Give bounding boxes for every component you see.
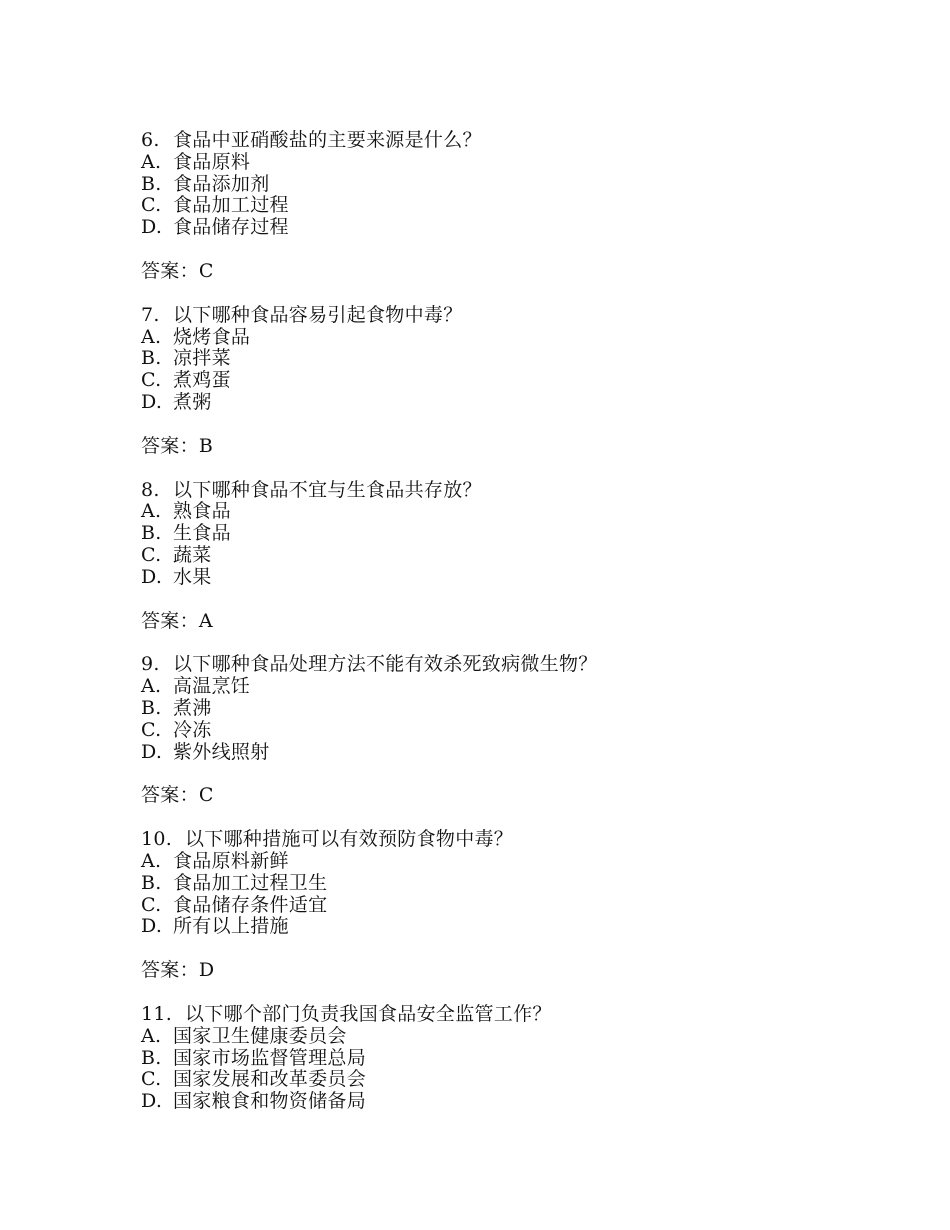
question-block bbox=[141, 130, 901, 283]
option-b bbox=[141, 174, 901, 196]
option-text: 煮鸡蛋 bbox=[173, 369, 231, 392]
option-text: 食品加工过程 bbox=[173, 194, 289, 217]
question-text bbox=[141, 1004, 901, 1026]
question-block bbox=[141, 829, 901, 982]
question-stem: 以下哪种食品处理方法不能有效杀死致病微生物？ bbox=[173, 653, 598, 676]
option-letter: A. bbox=[141, 325, 162, 348]
option-text: 国家卫生健康委员会 bbox=[173, 1024, 347, 1047]
option-text: 国家市场监督管理总局 bbox=[173, 1046, 367, 1069]
option-letter: D. bbox=[141, 216, 163, 239]
option-c bbox=[141, 1069, 901, 1091]
option-c bbox=[141, 720, 901, 742]
option-d bbox=[141, 217, 901, 239]
option-d bbox=[141, 392, 901, 414]
option-letter: D. bbox=[141, 915, 163, 938]
option-text: 煮沸 bbox=[173, 696, 212, 719]
option-b bbox=[141, 523, 901, 545]
option-d bbox=[141, 742, 901, 764]
answer-line: 答案：D bbox=[141, 959, 215, 982]
option-c bbox=[141, 895, 901, 917]
question-stem: 以下哪种食品容易引起食物中毒？ bbox=[173, 303, 463, 326]
option-text: 食品添加剂 bbox=[173, 172, 270, 195]
option-a bbox=[141, 851, 901, 873]
option-text: 食品储存条件适宜 bbox=[173, 893, 328, 916]
option-text: 烧烤食品 bbox=[173, 325, 251, 348]
question-number: 7. bbox=[141, 303, 160, 326]
option-letter: C. bbox=[141, 893, 162, 916]
question-number: 9. bbox=[141, 653, 160, 676]
option-letter: C. bbox=[141, 718, 162, 741]
question-number: 8. bbox=[141, 478, 160, 501]
option-text: 国家粮食和物资储备局 bbox=[173, 1090, 367, 1113]
option-text: 所有以上措施 bbox=[173, 915, 289, 938]
option-b bbox=[141, 698, 901, 720]
option-text: 紫外线照射 bbox=[173, 740, 270, 763]
option-letter: D. bbox=[141, 740, 163, 763]
option-letter: D. bbox=[141, 1090, 163, 1113]
option-a bbox=[141, 676, 901, 698]
answer-line: 答案：B bbox=[141, 434, 214, 457]
question-text bbox=[141, 829, 901, 851]
answer-line: 答案：C bbox=[141, 259, 214, 282]
question-text bbox=[141, 130, 901, 152]
option-text: 国家发展和改革委员会 bbox=[173, 1068, 367, 1091]
option-letter: B. bbox=[141, 871, 162, 894]
question-block bbox=[141, 305, 901, 458]
option-letter: D. bbox=[141, 565, 163, 588]
option-text: 煮粥 bbox=[173, 390, 212, 413]
question-text bbox=[141, 480, 901, 502]
option-letter: C. bbox=[141, 194, 162, 217]
option-b bbox=[141, 873, 901, 895]
option-text: 高温烹饪 bbox=[173, 675, 251, 698]
option-c bbox=[141, 195, 901, 217]
question-number: 10. bbox=[141, 828, 173, 851]
option-letter: A. bbox=[141, 675, 162, 698]
document-page bbox=[141, 130, 901, 1135]
option-letter: A. bbox=[141, 150, 162, 173]
question-stem: 食品中亚硝酸盐的主要来源是什么？ bbox=[173, 129, 482, 151]
option-letter: A. bbox=[141, 849, 162, 872]
question-stem: 以下哪种食品不宜与生食品共存放？ bbox=[173, 478, 482, 501]
question-text bbox=[141, 305, 901, 327]
option-d bbox=[141, 916, 901, 938]
question-stem: 以下哪种措施可以有效预防食物中毒？ bbox=[185, 828, 514, 851]
option-c bbox=[141, 370, 901, 392]
option-text: 食品加工过程卫生 bbox=[173, 871, 328, 894]
option-letter: A. bbox=[141, 500, 162, 523]
option-text: 食品储存过程 bbox=[173, 216, 289, 239]
option-letter: B. bbox=[141, 522, 162, 545]
option-text: 蔬菜 bbox=[173, 543, 212, 566]
question-text bbox=[141, 654, 901, 676]
option-text: 食品原料新鲜 bbox=[173, 849, 289, 872]
option-text: 生食品 bbox=[173, 522, 231, 545]
answer-line: 答案：A bbox=[141, 609, 213, 632]
option-a bbox=[141, 1026, 901, 1048]
option-text: 水果 bbox=[173, 565, 212, 588]
option-d bbox=[141, 567, 901, 589]
option-a bbox=[141, 327, 901, 349]
question-block bbox=[141, 480, 901, 633]
option-b bbox=[141, 348, 901, 370]
question-number: 11. bbox=[141, 1002, 173, 1025]
option-b bbox=[141, 1048, 901, 1070]
option-letter: B. bbox=[141, 696, 162, 719]
option-text: 冷冻 bbox=[173, 718, 212, 741]
option-letter: A. bbox=[141, 1024, 162, 1047]
option-letter: B. bbox=[141, 1046, 162, 1069]
option-letter: D. bbox=[141, 390, 163, 413]
option-letter: C. bbox=[141, 1068, 162, 1091]
answer-line: 答案：C bbox=[141, 784, 214, 807]
question-block bbox=[141, 1004, 901, 1113]
option-letter: B. bbox=[141, 347, 162, 370]
question-stem: 以下哪个部门负责我国食品安全监管工作？ bbox=[185, 1002, 552, 1025]
option-text: 食品原料 bbox=[173, 150, 251, 173]
question-block bbox=[141, 654, 901, 807]
option-c bbox=[141, 545, 901, 567]
option-d bbox=[141, 1091, 901, 1113]
option-text: 凉拌菜 bbox=[173, 347, 231, 370]
question-number: 6. bbox=[141, 129, 160, 151]
option-a bbox=[141, 152, 901, 174]
option-a bbox=[141, 501, 901, 523]
option-letter: C. bbox=[141, 543, 162, 566]
option-text: 熟食品 bbox=[173, 500, 231, 523]
option-letter: C. bbox=[141, 369, 162, 392]
option-letter: B. bbox=[141, 172, 162, 195]
